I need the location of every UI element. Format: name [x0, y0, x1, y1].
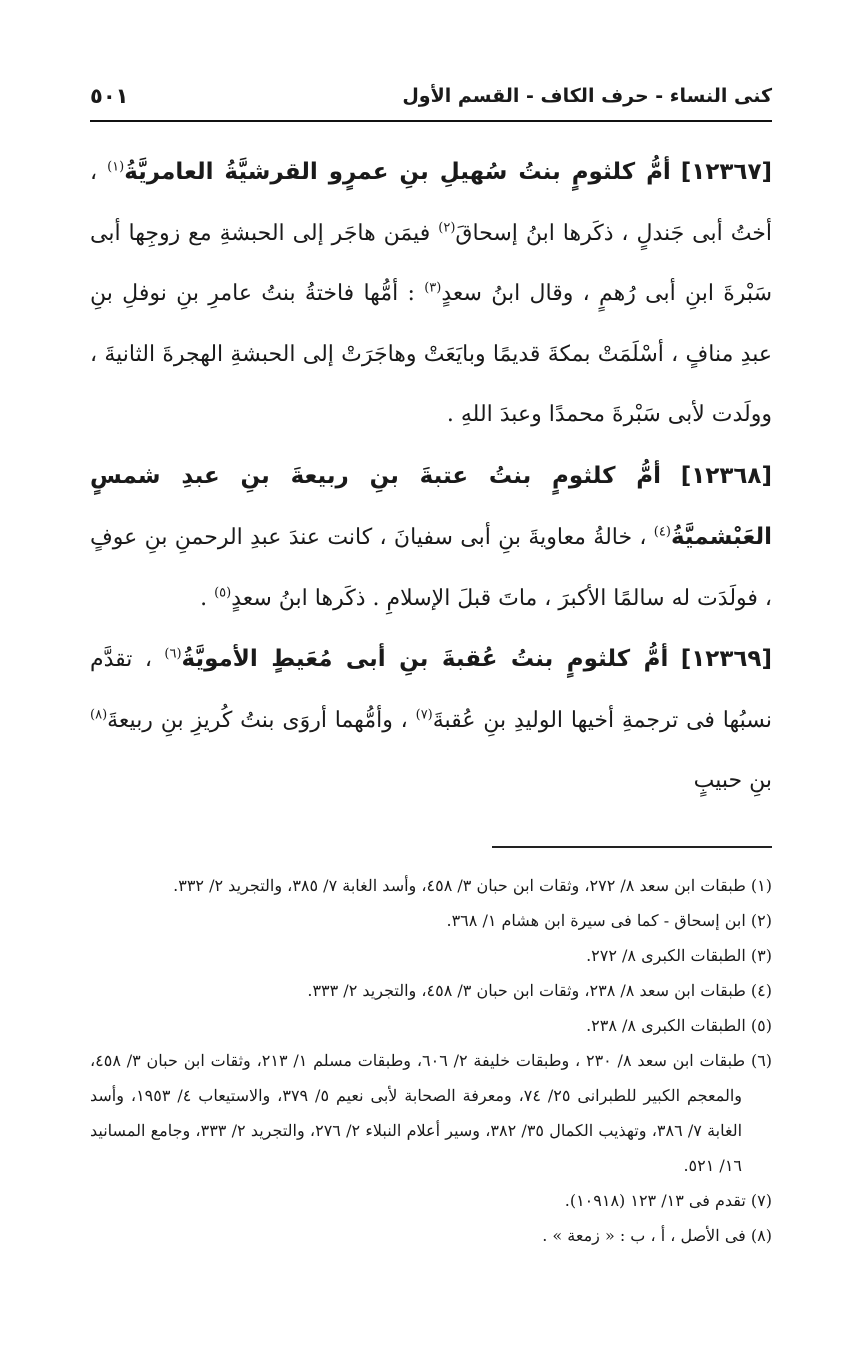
- footnote-ref: (٥): [214, 585, 232, 601]
- footnote-ref: (١): [107, 159, 125, 175]
- footnote-7: (٧) تقدم فى ١٣/ ١٢٣ (١٠٩١٨).: [564, 1190, 772, 1210]
- entry-text: ، أختُ أبى جَندلٍ ، ذكَرها ابنُ إسحاقَ: [90, 160, 773, 246]
- footnotes: [90, 868, 772, 1253]
- footnote-ref: (٧): [415, 707, 433, 723]
- footnote-4: (٤) طبقات ابن سعد ٨/ ٢٣٨، وثقات ابن حبان ٣/ ٤٥٨، والتجريد ٢/ ٣٣٣.: [307, 980, 772, 1000]
- entry-name: أمُّ كلثومٍ بنتُ عُقبةَ بنِ أبى مُعَيطٍ الأمويَّةُ: [181, 646, 669, 672]
- footnote-2: (٢) ابن إسحاق - كما فى سيرة ابن هشام ١/ ٣٦٨.: [446, 910, 772, 930]
- footnote-3: (٣) الطبقات الكبرى ٨/ ٢٧٢.: [586, 945, 772, 965]
- entry-text: .: [200, 585, 208, 611]
- entry-12368: [90, 446, 772, 630]
- entry-12369: [90, 629, 772, 812]
- entry-text: فيمَن هاجَر إلى الحبشةِ مع زوجِها أبى سَبْرةَ ابنِ أبى رُهمٍ ، وقال ابنُ سعدٍ: [90, 220, 773, 306]
- entry-12367: [90, 142, 772, 446]
- footnote-ref: (٣): [424, 280, 442, 296]
- entry-text: ، وأمُّهما أروَى بنتُ كُريزِ بنِ ربيعةَ: [107, 707, 408, 733]
- entry-text: ، خالةُ معاويةَ بنِ أبى سفيانَ ، كانت عندَ عبدِ الرحمنِ بنِ عوفٍ ، فولَدَت له سالمًا الأكبرَ ، ماتَ قبلَ الإسلامِ . ذكَرها ابنُ سعدٍ: [90, 525, 772, 611]
- running-header: [90, 78, 772, 122]
- entry-name: أمُّ كلثومٍ بنتُ عتبةَ بنِ ربيعةَ بنِ عبدِ شمسٍ العَبْشميَّةُ: [90, 462, 772, 550]
- biography-entries: [90, 142, 772, 812]
- footnote-ref: (٤): [653, 524, 671, 540]
- page-number: ٥٠١: [90, 84, 129, 108]
- entry-text: : أمُّها فاختةُ بنتُ عامرِ بنِ نوفلِ بنِ عبدِ منافٍ ، أسْلَمَتْ بمكةَ قديمًا وبايَعَتْ وهاجَرَتْ إلى الحبشةِ الهجرةَ الثانيةَ ، وولَدت لأبى سَبْرةَ محمدًا وعبدَ اللهِ .: [90, 281, 772, 427]
- footnote-6: (٦) طبقات ابن سعد ٨/ ٢٣٠ ، وطبقات خليفة ٢/ ٦٠٦، وطبقات مسلم ١/ ٢١٣، وثقات ابن حبان ٣/ ٤٥٨، والمعجم الكبير للطبرانى ٢٥/ ٧٤، ومعرفة الصحابة لأبى نعيم ٥/ ٣٧٩، والاستيعاب ٤/ ١٩٥٣، وأسد الغابة ٧/ ٣٨٦، وتهذيب الكمال ٣٥/ ٣٨٢، وسير أعلام النبلاء ٢/ ٢٧٦، والتجريد ٢/ ٣٣٣، وجامع المسانيد ١٦/ ٥٢١.: [90, 1050, 773, 1175]
- book-page: [90, 78, 772, 1253]
- footnote-1: (١) طبقات ابن سعد ٨/ ٢٧٢، وثقات ابن حبان ٣/ ٤٥٨، وأسد الغابة ٧/ ٣٨٥، والتجريد ٢/ ٣٣٢.: [173, 875, 772, 895]
- entry-text: ، تقدَّم نسبُها فى ترجمةِ أخيها الوليدِ بنِ عُقبةَ: [90, 647, 772, 733]
- entry-number: [١٢٣٦٨]: [680, 462, 772, 489]
- footnote-separator: [492, 846, 772, 848]
- entry-name: أمُّ كلثومٍ بنتُ سُهيلِ بنِ عمرٍو القرشيَّةُ العامريَّةُ: [124, 159, 671, 185]
- entry-number: [١٢٣٦٩]: [680, 646, 772, 672]
- entry-text: بنِ حبيبٍ: [693, 768, 772, 793]
- footnote-ref: (٦): [164, 646, 182, 662]
- footnote-ref: (٢): [438, 220, 456, 236]
- footnote-8: (٨) فى الأصل ، أ ، ب : « زمعة » .: [542, 1225, 772, 1245]
- running-title: كنى النساء - حرف الكاف - القسم الأول: [402, 85, 772, 107]
- entry-number: [١٢٣٦٧]: [680, 159, 773, 185]
- footnote-ref: (٨): [90, 707, 108, 723]
- footnote-5: (٥) الطبقات الكبرى ٨/ ٢٣٨.: [586, 1015, 772, 1035]
